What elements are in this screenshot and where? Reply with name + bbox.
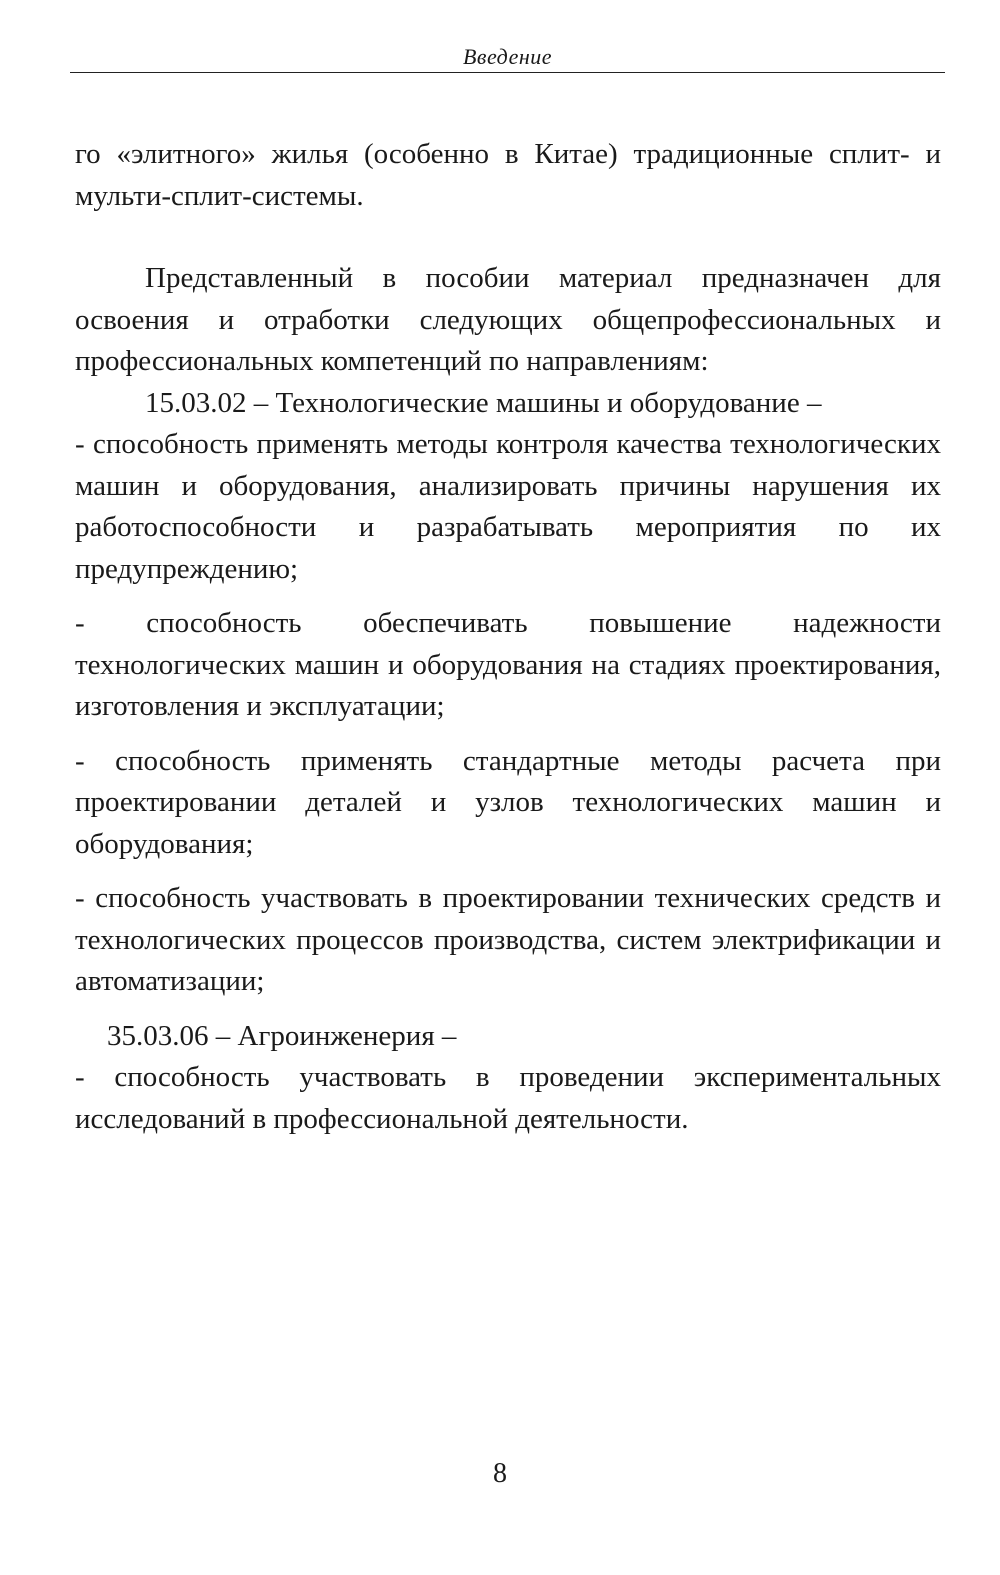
direction-1-heading: 15.03.02 – Технологические машины и оборудование – bbox=[145, 386, 822, 419]
competence-item: - способность применять стандартные методы расчета при проектировании деталей и узлов технологических машин и оборудования; bbox=[75, 744, 941, 860]
competence-item: - способность участвовать в проектировании технических средств и технологических процессов производства, систем электрификации и автоматизации; bbox=[75, 882, 941, 997]
page-body bbox=[75, 134, 941, 1140]
continuation-paragraph: го «элитного» жилья (особенно в Китае) традиционные сплит- и мульти-сплит-системы. bbox=[75, 138, 941, 212]
page-number: 8 bbox=[493, 1458, 507, 1489]
intro-paragraph: Представленный в пособии материал предназначен для освоения и отработки следующих общепрофессиональных и профессиональных компетенций по направлениям: bbox=[75, 262, 941, 377]
competence-item: - способность обеспечивать повышение надежности технологических машин и оборудования на стадиях проектирования, изготовления и эксплуатации; bbox=[75, 607, 941, 722]
running-title: Введение bbox=[462, 44, 553, 69]
competence-item: - способность применять методы контроля качества технологических машин и оборудования, анализировать причины нарушения их работоспособности и разрабатывать мероприятия по их предупреждению; bbox=[75, 428, 941, 585]
competence-item: - способность участвовать в проведении экспериментальных исследований в профессиональной деятельности. bbox=[75, 1061, 941, 1135]
header-rule bbox=[70, 72, 945, 73]
direction-2-heading: 35.03.06 – Агроинженерия – bbox=[107, 1019, 457, 1052]
